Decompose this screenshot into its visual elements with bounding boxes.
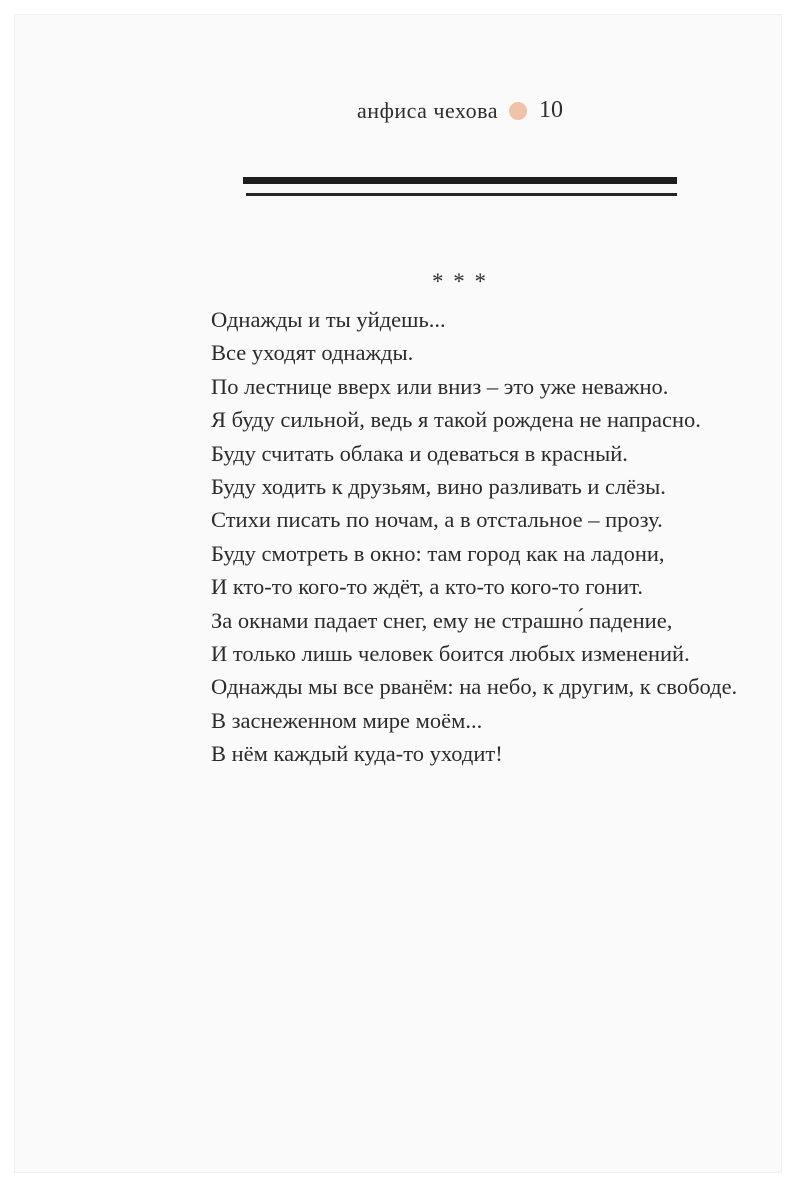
poem-line: Я буду сильной, ведь я такой рождена не напрасно. <box>211 407 701 433</box>
poem-line: Стихи писать по ночам, а в отстальное – прозу. <box>211 507 663 533</box>
page-number: 10 <box>538 97 563 123</box>
poem-line: В заснеженном мире моём... <box>211 707 483 733</box>
poem-line: Однажды мы все рванём: на небо, к другим, к свободе. <box>211 674 738 700</box>
page-header <box>357 97 563 124</box>
poem <box>211 303 737 771</box>
thin-rule <box>246 193 677 196</box>
poem-line: Однажды и ты уйдешь... <box>211 307 446 332</box>
poem-line: В нём каждый куда-то уходит! <box>211 741 503 767</box>
section-marker: * * * <box>432 269 488 294</box>
poem-line: Буду ходить к друзьям, вино разливать и слёзы. <box>211 474 666 500</box>
accent-dot-icon <box>509 102 527 120</box>
poem-line: Буду считать облака и одеваться в красный. <box>211 440 628 466</box>
poem-line: По лестнице вверх или вниз – это уже неважно. <box>211 373 669 399</box>
poem-line: И только лишь человек боится любых изменений. <box>211 641 690 667</box>
poem-line: И кто-то кого-то ждёт, а кто-то кого-то гонит. <box>211 574 643 600</box>
poem-line: Все уходят однажды. <box>211 340 414 366</box>
thick-rule <box>243 177 677 184</box>
poem-line: Буду смотреть в окно: там город как на ладони, <box>211 540 665 566</box>
poem-line: За окнами падает снег, ему не страшно́ падение, <box>211 607 673 633</box>
author-name: анфиса чехова <box>357 97 498 123</box>
